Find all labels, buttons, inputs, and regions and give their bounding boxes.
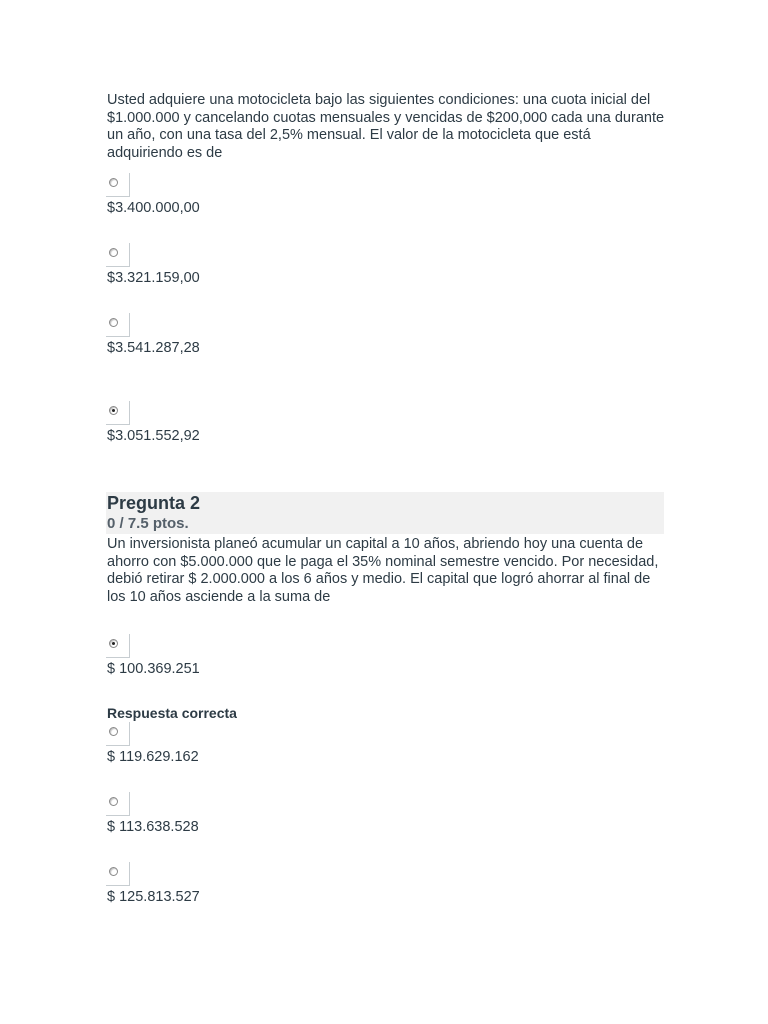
- question-1-option-2-radio[interactable]: [106, 243, 130, 267]
- question-2-option-4-radio[interactable]: [106, 862, 130, 886]
- question-1-option-3-radio[interactable]: [106, 313, 130, 337]
- radio-unchecked-icon: [109, 867, 118, 876]
- question-1-text: Usted adquiere una motocicleta bajo las siguientes condiciones: una cuota inicial del $1.000.000 y cancelando cuotas mensuales y vencidas de $200,000 cada una durante un año, con una tasa del 2,5% mensual. El valor de la motocicleta que está adquiriendo es de: [107, 92, 665, 161]
- radio-checked-icon: [109, 406, 118, 415]
- radio-unchecked-icon: [109, 248, 118, 257]
- question-2-header: [106, 492, 664, 534]
- question-1-option-1-label: $3.400.000,00: [107, 200, 200, 216]
- radio-unchecked-icon: [109, 178, 118, 187]
- question-2-option-2-radio[interactable]: [106, 722, 130, 746]
- question-1-option-1-radio[interactable]: [106, 173, 130, 197]
- correct-answer-label: Respuesta correcta: [107, 705, 237, 721]
- question-2-option-1-label: $ 100.369.251: [107, 661, 200, 677]
- radio-unchecked-icon: [109, 797, 118, 806]
- question-2-title: Pregunta 2: [107, 493, 201, 513]
- radio-unchecked-icon: [109, 318, 118, 327]
- question-1-option-3-label: $3.541.287,28: [107, 340, 200, 356]
- question-2-text: Un inversionista planeó acumular un capital a 10 años, abriendo hoy una cuenta de ahorro con $5.000.000 que le paga el 35% nominal semestre vencido. Por necesidad, debió retirar $ 2.000.000 a los 6 años y medio. El capital que logró ahorrar al final de los 10 años asciende a la suma de: [107, 536, 659, 605]
- radio-checked-icon: [109, 639, 118, 648]
- question-1-option-4-label: $3.051.552,92: [107, 428, 200, 444]
- question-2-option-4-label: $ 125.813.527: [107, 889, 200, 905]
- question-1-option-2-label: $3.321.159,00: [107, 270, 200, 286]
- question-2-option-3-label: $ 113.638.528: [107, 819, 199, 835]
- question-1-option-4-radio[interactable]: [106, 401, 130, 425]
- question-2-points: 0 / 7.5 ptos.: [107, 515, 189, 532]
- radio-unchecked-icon: [109, 727, 118, 736]
- question-2-option-2-label: $ 119.629.162: [107, 749, 199, 765]
- question-2-option-3-radio[interactable]: [106, 792, 130, 816]
- question-2-option-1-radio[interactable]: [106, 634, 130, 658]
